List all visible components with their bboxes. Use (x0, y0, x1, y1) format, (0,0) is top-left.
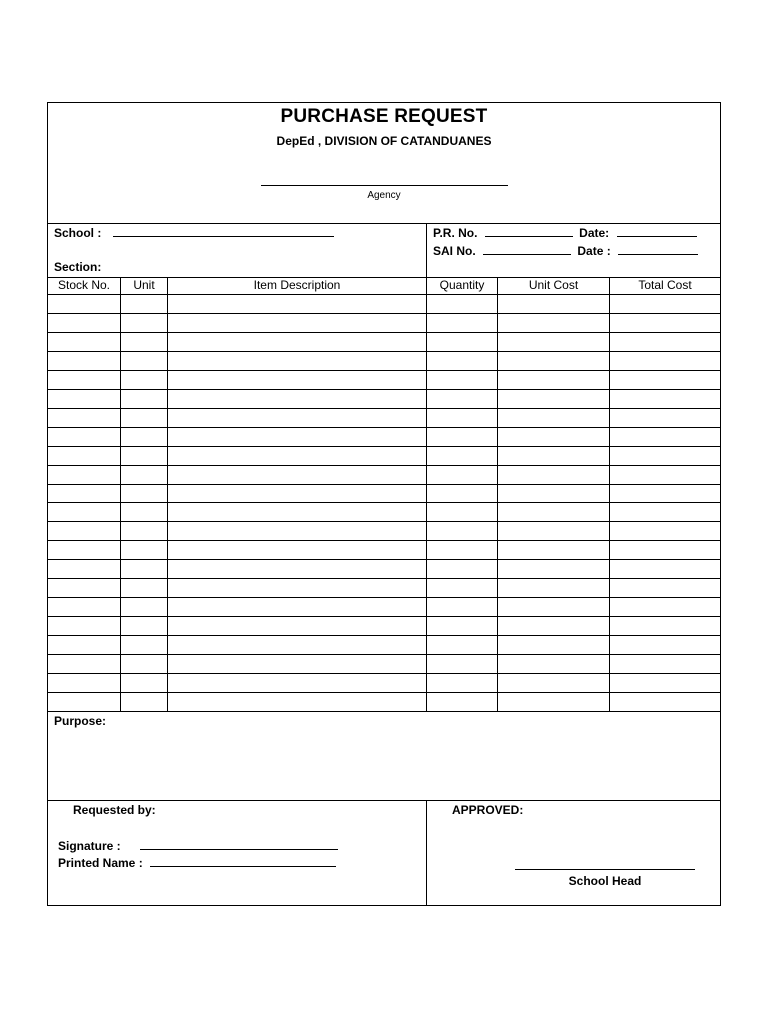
table-row-border (48, 502, 720, 503)
table-cell[interactable] (122, 371, 165, 388)
school-label: School : (54, 226, 102, 240)
table-cell[interactable] (169, 636, 424, 653)
table-cell[interactable] (122, 485, 165, 502)
table-cell[interactable] (122, 693, 165, 710)
agency-field[interactable] (261, 185, 508, 186)
table-cell[interactable] (169, 655, 424, 672)
signature-field[interactable] (140, 838, 338, 850)
table-cell[interactable] (169, 314, 424, 331)
table-cell[interactable] (428, 693, 495, 710)
table-cell[interactable] (169, 579, 424, 596)
table-cell[interactable] (169, 295, 424, 312)
col-header-unit-cost: Unit Cost (528, 278, 579, 292)
table-cell[interactable] (611, 636, 718, 653)
table-cell[interactable] (428, 504, 495, 521)
sai-row (433, 243, 698, 258)
table-cell[interactable] (499, 428, 607, 445)
table-cell[interactable] (169, 409, 424, 426)
table-cell[interactable] (611, 390, 718, 407)
column-divider (609, 277, 610, 711)
table-cell[interactable] (428, 314, 495, 331)
table-cell[interactable] (122, 655, 165, 672)
table-cell[interactable] (50, 636, 118, 653)
school-head-signature-field[interactable] (515, 869, 695, 870)
table-cell[interactable] (169, 674, 424, 691)
table-cell[interactable] (611, 485, 718, 502)
table-cell[interactable] (499, 617, 607, 634)
purchase-request-form (47, 102, 721, 906)
table-cell[interactable] (50, 617, 118, 634)
table-cell[interactable] (428, 428, 495, 445)
date2-field[interactable] (618, 243, 698, 255)
table-cell[interactable] (499, 371, 607, 388)
table-cell[interactable] (122, 295, 165, 312)
col-header-item-description: Item Description (253, 278, 341, 292)
table-cell[interactable] (122, 428, 165, 445)
header-divider (48, 223, 720, 224)
table-cell[interactable] (611, 428, 718, 445)
table-row-border (48, 711, 720, 712)
table-cell[interactable] (50, 522, 118, 539)
table-cell[interactable] (428, 598, 495, 615)
table-cell[interactable] (169, 428, 424, 445)
table-cell[interactable] (122, 390, 165, 407)
table-cell[interactable] (499, 655, 607, 672)
date-label: Date: (579, 226, 610, 240)
table-cell[interactable] (611, 674, 718, 691)
footer-divider (426, 800, 427, 906)
table-cell[interactable] (50, 693, 118, 710)
table-cell[interactable] (428, 560, 495, 577)
col-header-total-cost: Total Cost (638, 278, 692, 292)
table-cell[interactable] (50, 409, 118, 426)
sai-no-label: SAI No. (433, 244, 476, 258)
table-cell[interactable] (50, 390, 118, 407)
printed-name-label: Printed Name : (58, 856, 143, 870)
table-cell[interactable] (50, 598, 118, 615)
table-cell[interactable] (499, 579, 607, 596)
school-row (54, 225, 334, 240)
table-cell[interactable] (611, 409, 718, 426)
table-cell[interactable] (499, 390, 607, 407)
column-divider (120, 277, 121, 711)
table-cell[interactable] (499, 485, 607, 502)
table-cell[interactable] (50, 504, 118, 521)
table-cell[interactable] (50, 428, 118, 445)
table-cell[interactable] (169, 598, 424, 615)
column-divider (426, 277, 427, 711)
table-cell[interactable] (499, 522, 607, 539)
table-cell[interactable] (611, 541, 718, 558)
table-cell[interactable] (611, 295, 718, 312)
table-cell[interactable] (50, 295, 118, 312)
table-cell[interactable] (428, 655, 495, 672)
table-cell[interactable] (122, 579, 165, 596)
form-title: PURCHASE REQUEST (280, 106, 488, 127)
pr-no-field[interactable] (485, 225, 573, 237)
table-cell[interactable] (611, 522, 718, 539)
col-header-stock-no: Stock No. (57, 278, 111, 292)
table-cell[interactable] (499, 674, 607, 691)
agency-label: Agency (367, 190, 401, 201)
table-cell[interactable] (169, 560, 424, 577)
table-cell[interactable] (122, 617, 165, 634)
table-cell[interactable] (611, 560, 718, 577)
col-header-quantity: Quantity (439, 278, 485, 292)
table-cell[interactable] (50, 314, 118, 331)
table-cell[interactable] (50, 655, 118, 672)
table-cell[interactable] (122, 522, 165, 539)
table-cell[interactable] (499, 466, 607, 483)
table-cell[interactable] (499, 598, 607, 615)
section-label: Section: (54, 260, 102, 274)
table-cell[interactable] (428, 371, 495, 388)
form-subtitle: DepEd , DIVISION OF CATANDUANES (276, 134, 492, 148)
purpose-label: Purpose: (54, 714, 107, 728)
table-cell[interactable] (50, 560, 118, 577)
table-cell[interactable] (428, 485, 495, 502)
signature-label: Signature : (58, 839, 121, 853)
table-cell[interactable] (611, 579, 718, 596)
table-cell[interactable] (428, 541, 495, 558)
table-cell[interactable] (499, 333, 607, 350)
table-cell[interactable] (611, 617, 718, 634)
table-cell[interactable] (428, 579, 495, 596)
column-divider (167, 277, 168, 711)
table-cell[interactable] (611, 655, 718, 672)
purpose-field[interactable] (48, 729, 720, 799)
purpose-divider (48, 800, 720, 801)
table-cell[interactable] (428, 674, 495, 691)
pr-no-label: P.R. No. (433, 226, 478, 240)
requested-by-label: Requested by: (73, 803, 156, 817)
table-cell[interactable] (169, 693, 424, 710)
table-cell[interactable] (428, 295, 495, 312)
printed-name-field[interactable] (150, 855, 336, 867)
table-cell[interactable] (50, 352, 118, 369)
table-cell[interactable] (611, 314, 718, 331)
school-field[interactable] (113, 225, 334, 237)
table-cell[interactable] (169, 485, 424, 502)
table-cell[interactable] (428, 636, 495, 653)
sai-no-field[interactable] (483, 243, 571, 255)
signature-row (58, 838, 338, 853)
table-cell[interactable] (428, 466, 495, 483)
info-divider (426, 223, 427, 277)
col-header-unit: Unit (133, 278, 155, 292)
table-cell[interactable] (50, 541, 118, 558)
table-cell[interactable] (428, 390, 495, 407)
table-cell[interactable] (50, 466, 118, 483)
table-cell[interactable] (611, 466, 718, 483)
table-cell[interactable] (499, 636, 607, 653)
table-cell[interactable] (122, 541, 165, 558)
table-cell[interactable] (428, 617, 495, 634)
table-cell[interactable] (428, 333, 495, 350)
printed-name-row (58, 855, 336, 870)
table-cell[interactable] (499, 560, 607, 577)
table-cell[interactable] (611, 352, 718, 369)
table-cell[interactable] (50, 333, 118, 350)
table-cell[interactable] (499, 409, 607, 426)
table-cell[interactable] (611, 371, 718, 388)
table-cell[interactable] (122, 636, 165, 653)
table-cell[interactable] (428, 409, 495, 426)
pr-row (433, 225, 697, 240)
table-cell[interactable] (50, 371, 118, 388)
table-cell[interactable] (122, 466, 165, 483)
table-cell[interactable] (169, 466, 424, 483)
table-cell[interactable] (122, 560, 165, 577)
table-cell[interactable] (499, 352, 607, 369)
table-cell[interactable] (122, 314, 165, 331)
table-cell[interactable] (169, 522, 424, 539)
table-cell[interactable] (499, 541, 607, 558)
table-cell[interactable] (499, 693, 607, 710)
table-cell[interactable] (428, 352, 495, 369)
table-cell[interactable] (169, 541, 424, 558)
table-cell[interactable] (169, 333, 424, 350)
table-cell[interactable] (50, 485, 118, 502)
table-cell[interactable] (169, 352, 424, 369)
table-cell[interactable] (611, 447, 718, 464)
table-cell[interactable] (50, 447, 118, 464)
table-cell[interactable] (169, 447, 424, 464)
table-cell[interactable] (122, 598, 165, 615)
table-cell[interactable] (50, 674, 118, 691)
table-cell[interactable] (169, 504, 424, 521)
approved-label: APPROVED: (452, 803, 524, 817)
table-cell[interactable] (611, 333, 718, 350)
table-cell[interactable] (499, 295, 607, 312)
table-cell[interactable] (122, 333, 165, 350)
table-cell[interactable] (499, 504, 607, 521)
table-cell[interactable] (499, 447, 607, 464)
table-cell[interactable] (50, 579, 118, 596)
table-cell[interactable] (611, 504, 718, 521)
table-cell[interactable] (122, 409, 165, 426)
table-cell[interactable] (169, 371, 424, 388)
table-cell[interactable] (499, 314, 607, 331)
table-cell[interactable] (169, 390, 424, 407)
table-cell[interactable] (122, 504, 165, 521)
table-cell[interactable] (428, 522, 495, 539)
table-cell[interactable] (169, 617, 424, 634)
table-cell[interactable] (428, 447, 495, 464)
school-head-label: School Head (568, 874, 642, 888)
table-cell[interactable] (122, 352, 165, 369)
table-cell[interactable] (611, 693, 718, 710)
table-cell[interactable] (122, 447, 165, 464)
table-cell[interactable] (122, 674, 165, 691)
date2-label: Date : (577, 244, 611, 258)
table-cell[interactable] (611, 598, 718, 615)
date-field[interactable] (617, 225, 697, 237)
column-divider (497, 277, 498, 711)
